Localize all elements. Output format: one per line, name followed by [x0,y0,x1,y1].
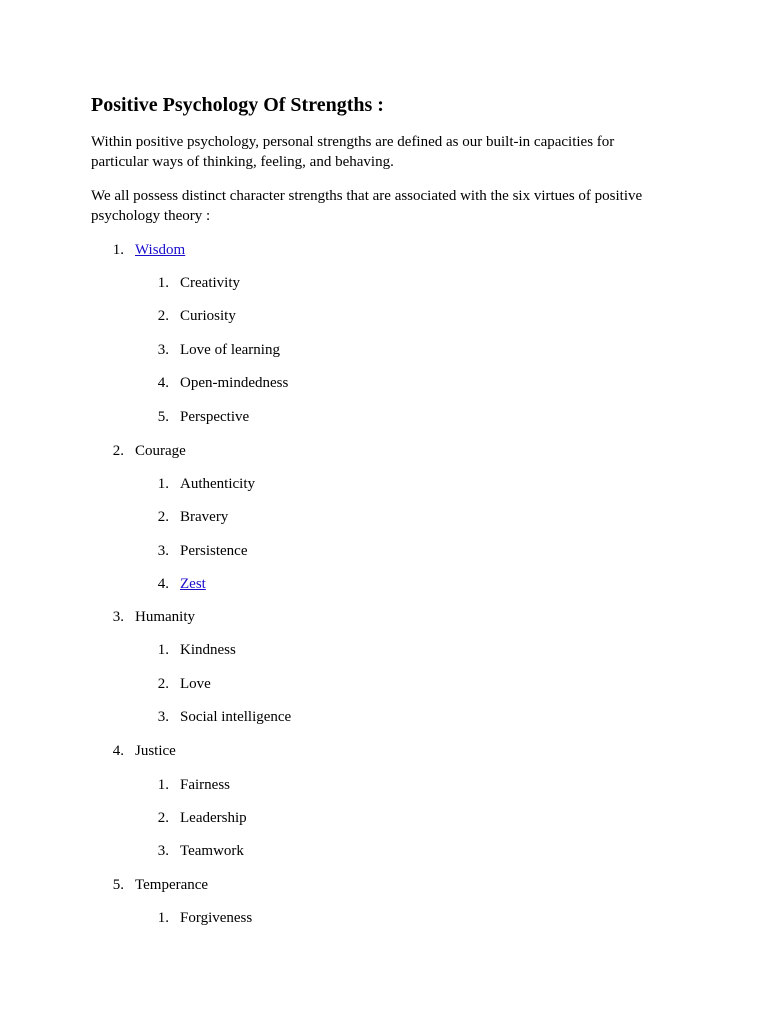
intro-paragraph: Within positive psychology, personal strengths are defined as our built-in capacities for particular ways of thinking, feeling, and behaving. [91,134,615,170]
list-number: 2. [157,810,169,826]
list-number: 1. [157,910,169,926]
list-number: 2. [112,443,124,459]
wisdom-link[interactable]: Wisdom [135,242,186,258]
strength-item-open-mindedness [151,373,288,393]
page-title: Positive Psychology Of Strengths : [91,94,384,116]
virtue-item-courage [106,441,186,461]
virtue-item-temperance [106,875,208,895]
list-number: 3. [157,543,169,559]
list-number: 2. [157,676,169,692]
list-number: 5. [112,877,124,893]
list-number: 1. [157,777,169,793]
list-number: 2. [157,308,169,324]
list-number: 4. [157,576,169,592]
list-number: 1. [112,242,124,258]
strength-item-love-of-learning [151,340,280,360]
strength-label: Bravery [180,509,229,525]
virtue-label: Temperance [135,877,209,893]
strength-item-curiosity [151,306,236,326]
virtue-item-wisdom [106,240,185,260]
strength-label: Leadership [180,810,247,826]
strength-label: Open-mindedness [180,375,289,391]
list-number: 4. [157,375,169,391]
virtue-label: Humanity [135,609,195,625]
list-number: 1. [157,642,169,658]
strength-label: Teamwork [180,843,244,859]
list-number: 2. [157,509,169,525]
strength-label: Social intelligence [180,709,292,725]
strength-item-zest [151,574,206,594]
strength-item-teamwork [151,841,244,861]
list-number: 4. [112,743,124,759]
strength-label: Love [180,676,211,692]
strength-label: Persistence [180,543,248,559]
strength-item-kindness [151,640,236,660]
strength-label: Curiosity [180,308,236,324]
virtue-item-humanity [106,607,195,627]
strength-label: Authenticity [180,476,255,492]
list-number: 3. [157,709,169,725]
strength-label: Creativity [180,275,240,291]
strength-label: Perspective [180,409,250,425]
strength-item-love [151,674,211,694]
virtue-item-justice [106,741,176,761]
strength-item-persistence [151,541,247,561]
strength-item-authenticity [151,474,255,494]
zest-link[interactable]: Zest [180,576,206,592]
strength-label: Kindness [180,642,236,658]
list-number: 1. [157,275,169,291]
strength-item-creativity [151,273,240,293]
strength-item-perspective [151,407,249,427]
strength-item-leadership [151,808,247,828]
virtue-label: Courage [135,443,186,459]
strength-item-forgiveness [151,908,252,928]
strength-item-fairness [151,775,230,795]
strength-label: Forgiveness [180,910,253,926]
strength-label: Fairness [180,777,230,793]
strength-label: Love of learning [180,342,280,358]
list-number: 3. [112,609,124,625]
list-number: 1. [157,476,169,492]
list-number: 3. [157,342,169,358]
virtue-label: Justice [135,743,176,759]
list-number: 3. [157,843,169,859]
strength-item-bravery [151,507,228,527]
strength-item-social-intelligence [151,707,291,727]
list-number: 5. [157,409,169,425]
virtues-paragraph: We all possess distinct character strengths that are associated with the six virtues of positive psychology theory : [91,188,643,224]
